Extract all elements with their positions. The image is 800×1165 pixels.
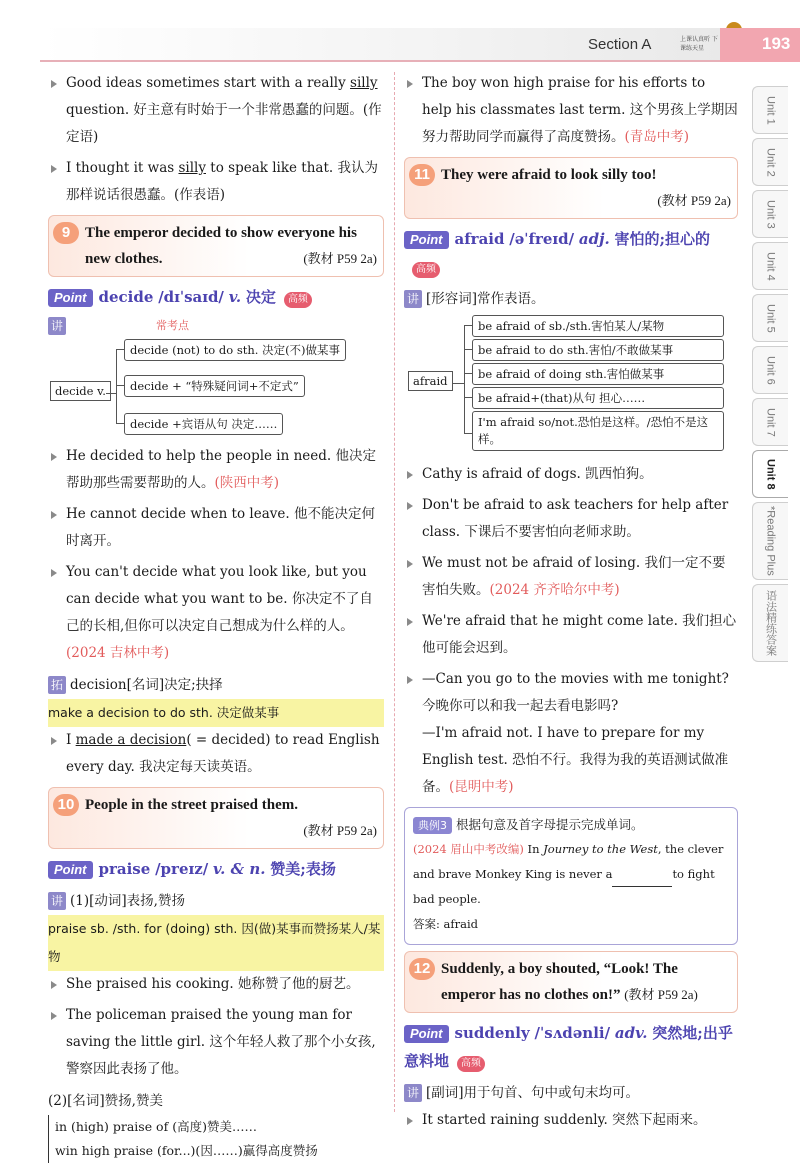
high-frequency-badge: 高频 (412, 262, 440, 278)
diagram-note: 常考点 (156, 319, 189, 332)
item-9-box (48, 215, 384, 277)
tab-unit-3[interactable]: Unit 3 (752, 190, 788, 238)
adv-note: 讲 [副词]用于句首、句中或句末均可。 (404, 1079, 738, 1107)
tab-grammar-answers[interactable]: 语法精练答案 (752, 584, 788, 662)
tab-unit-5[interactable]: Unit 5 (752, 294, 788, 342)
diagram-leaf: I'm afraid so/not.恐怕是这样。/恐怕不是这样。 (472, 411, 724, 451)
diagram-leaf: be afraid to do sth.害怕/不敢做某事 (472, 339, 724, 361)
unit-tabs (752, 86, 792, 666)
extension-note: 拓 decision[名词]决定;抉择 (48, 671, 384, 699)
left-column (48, 70, 384, 1163)
diagram-leaf: be afraid of sb./sth.害怕某人/某物 (472, 315, 724, 337)
point-suddenly: Point suddenly /ˈsʌdənli/ adv. 突然地;出乎意料地 高频 (404, 1024, 733, 1070)
praise-noun-note: (2)[名词]赞扬,赞美 (48, 1093, 163, 1109)
diagram-leaf: decide (not) to do sth. 决定(不)做某事 (124, 339, 346, 361)
item-sentence: Suddenly, a boy shouted, “Look! The emperor has no clothes on!” (教材 P59 2a) (441, 961, 698, 1003)
jiang-icon: 讲 (48, 317, 66, 335)
item-number: 9 (53, 222, 79, 244)
diagram-leaf: be afraid+(that)从句 担心…… (472, 387, 724, 409)
item-sentence: The emperor decided to show everyone his new clothes. (教材 P59 2a) (85, 225, 377, 267)
item-number: 12 (409, 958, 435, 980)
afraid-diagram (404, 315, 738, 455)
item-number: 10 (53, 794, 79, 816)
adj-note: 讲 [形容词]常作表语。 (404, 285, 738, 313)
item-number: 11 (409, 164, 435, 186)
page-header (40, 28, 800, 62)
dialog-item: —Can you go to the movies with me tonight? 今晚你可以和我一起去看电影吗? —I'm afraid not. I have to prepare for my English test. 恐怕不行。我得为我的英语测试做准备。(昆明中考) (404, 666, 738, 801)
tuo-icon: 拓 (48, 676, 66, 694)
diagram-root: decide v. (50, 381, 111, 401)
list-item: I made a decision( = decided) to read English every day. 我决定每天读英语。 (48, 727, 384, 781)
column-divider (394, 72, 395, 1112)
jiang-icon: 讲 (404, 290, 422, 308)
point-praise: Point praise /preɪz/ v. & n. 赞美;表扬 (48, 855, 384, 883)
tab-unit-8[interactable]: Unit 8 (752, 450, 788, 498)
high-frequency-badge: 高频 (284, 292, 312, 308)
list-item: You can't decide what you look like, but you can decide what you want to be. 你决定不了自己的长相,但你可以决定自己想成为什么样的人。(2024 吉林中考) (48, 559, 384, 667)
item-sentence: People in the street praised them. (教材 P59 2a) (85, 797, 377, 838)
decide-diagram-block (48, 315, 384, 437)
decide-diagram (48, 319, 384, 437)
item-12-box (404, 951, 738, 1013)
tab-reading-plus[interactable]: *Reading Plus (752, 502, 788, 580)
high-frequency-badge: 高频 (457, 1056, 485, 1072)
item-11-box (404, 157, 738, 219)
tab-unit-7[interactable]: Unit 7 (752, 398, 788, 446)
page-number: 193 (762, 34, 791, 53)
jiang-icon: 讲 (48, 892, 66, 910)
point-decide: Point decide /dɪˈsaɪd/ v. 决定 高频 (48, 283, 384, 311)
diagram-leaf: decide +宾语从句 决定…… (124, 413, 283, 435)
list-item: She praised his cooking. 她称赞了他的厨艺。 (48, 971, 384, 998)
praise-verb-note: 讲 (1)[动词]表扬,赞扬 (48, 887, 384, 915)
list-item: The boy won high praise for his efforts to help his classmates last term. 这个男孩上学期因努力帮助同学而赢得了高度赞扬。(青岛中考) (404, 70, 738, 151)
tab-unit-1[interactable]: Unit 1 (752, 86, 788, 134)
tab-unit-6[interactable]: Unit 6 (752, 346, 788, 394)
list-item: The policeman praised the young man for saving the little girl. 这个年轻人救了那个小女孩,警察因此表扬了他。 (48, 1002, 384, 1083)
list-item: It started raining suddenly. 突然下起雨来。 (404, 1107, 738, 1134)
diagram-leaf: decide + “特殊疑问词+不定式” (124, 375, 305, 397)
diagram-leaf: be afraid of doing sth.害怕做某事 (472, 363, 724, 385)
answer-blank[interactable] (612, 873, 672, 887)
praise-phrase: praise sb. /sth. for (doing) sth. 因(做)某事而赞扬某人/某物 (48, 915, 384, 971)
list-item: Cathy is afraid of dogs. 凯西怕狗。 (404, 461, 738, 488)
point-afraid: Point afraid /əˈfreɪd/ adj. 害怕的;担心的高频 (404, 225, 738, 281)
example-tag: 典例3 (413, 817, 452, 834)
list-item: We must not be afraid of losing. 我们一定不要害怕失败。(2024 齐齐哈尔中考) (404, 550, 738, 604)
list-item: We're afraid that he might come late. 我们担心他可能会迟到。 (404, 608, 738, 662)
item-10-box (48, 787, 384, 849)
example-answer: 答案: afraid (413, 917, 479, 931)
jiang-icon: 讲 (404, 1084, 422, 1102)
example-header: 典例3 根据句意及首字母提示完成单词。 (413, 812, 729, 837)
list-item: He cannot decide when to leave. 他不能决定何时离开。 (48, 501, 384, 555)
diagram-root: afraid (408, 371, 453, 391)
section-slogan: 上课认真听 下课练天星 (680, 36, 718, 52)
tab-unit-4[interactable]: Unit 4 (752, 242, 788, 290)
list-item: Good ideas sometimes start with a really silly question. 好主意有时始于一个非常愚蠢的问题。(作定语) (48, 70, 384, 151)
tab-unit-2[interactable]: Unit 2 (752, 138, 788, 186)
extension-phrase: make a decision to do sth. 决定做某事 (48, 699, 384, 727)
list-item: I thought it was silly to speak like that. 我认为那样说话很愚蠢。(作表语) (48, 155, 384, 209)
item-sentence: They were afraid to look silly too! (教材 P59 2a) (441, 167, 731, 208)
section-title: Section A (588, 36, 652, 53)
praise-noun-phrases: in (high) praise of (高度)赞美…… win high praise (for...)(因……)赢得高度赞扬 (48, 1115, 384, 1163)
list-item: He decided to help the people in need. 他决定帮助那些需要帮助的人。(陕西中考) (48, 443, 384, 497)
right-column (404, 70, 738, 1138)
example-question: (2024 眉山中考改编) In Journey to the West, the clever and brave Monkey King is never a to fight bad people. (413, 842, 724, 906)
example-3-box (404, 807, 738, 945)
list-item: Don't be afraid to ask teachers for help after class. 下课后不要害怕向老师求助。 (404, 492, 738, 546)
